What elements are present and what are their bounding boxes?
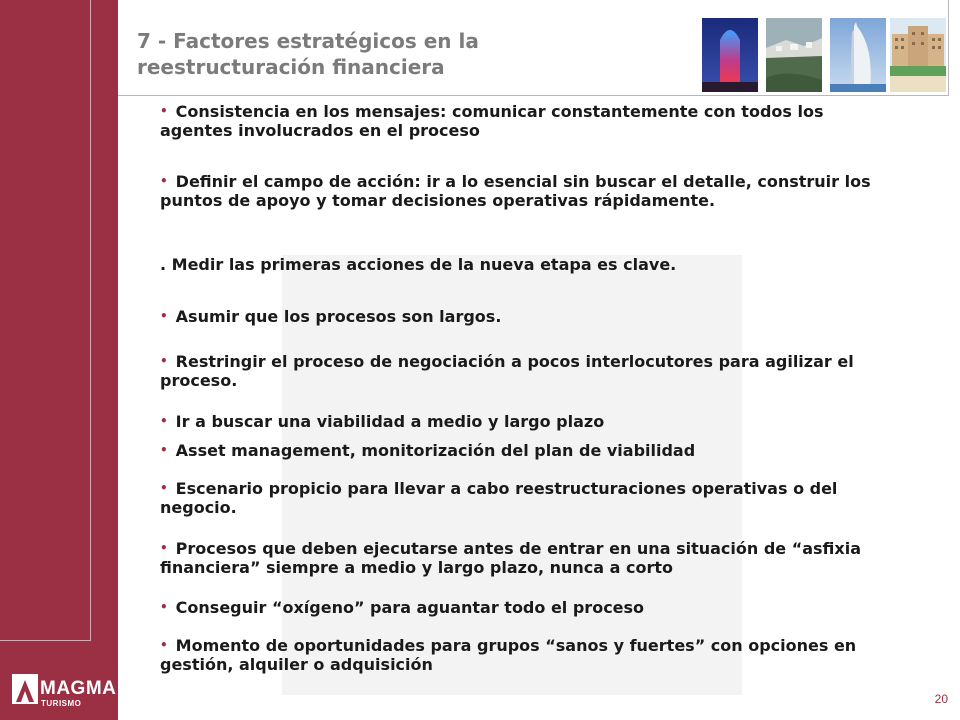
bullet-marker: •: [160, 481, 168, 495]
slide-title-line-1: 7 - Factores estratégicos en la: [137, 29, 479, 53]
sidebar-divider-vertical: [90, 0, 91, 640]
header-divider: [118, 95, 948, 96]
item-text: . Medir las primeras acciones de la nueva etapa es clave.: [160, 255, 677, 274]
logo-brand-text: MAGMA: [40, 678, 117, 699]
slide-title-line-2: reestructuración financiera: [137, 55, 445, 79]
list-item: [160, 102, 900, 140]
magma-logo-mark: [12, 674, 38, 708]
list-item: [160, 255, 900, 274]
list-item: [160, 539, 900, 577]
header-right-divider: [948, 0, 949, 96]
list-item: [160, 598, 900, 617]
list-item: [160, 636, 900, 674]
sidebar-divider-horizontal: [0, 640, 91, 641]
item-text: Momento de oportunidades para grupos “sanos y fuertes” con opciones en gestión, alquiler o adquisición: [160, 636, 857, 674]
bullet-marker: •: [160, 309, 168, 323]
item-text: Asumir que los procesos son largos.: [175, 307, 502, 326]
list-item: [160, 479, 900, 517]
bullet-marker: •: [160, 600, 168, 614]
logo-subtitle-text: TURISMO: [41, 699, 82, 708]
bullet-marker: •: [160, 414, 168, 428]
list-item: [160, 172, 900, 210]
torre-agbar-photo: [702, 18, 758, 92]
item-text: Restringir el proceso de negociación a pocos interlocutores para agilizar el proceso.: [160, 352, 854, 390]
bullet-marker: •: [160, 104, 168, 118]
bullet-marker: •: [160, 174, 168, 188]
list-item: [160, 412, 900, 431]
bullet-marker: •: [160, 638, 168, 652]
burj-al-arab-photo: [830, 18, 886, 92]
bullet-marker: •: [160, 541, 168, 555]
left-sidebar-band: [0, 0, 118, 720]
beach-hotel-photo: [890, 18, 946, 92]
bullet-marker: •: [160, 443, 168, 457]
item-text: Asset management, monitorización del plan de viabilidad: [175, 441, 696, 460]
list-item: [160, 307, 900, 326]
page-number: 20: [934, 692, 948, 706]
item-text: Conseguir “oxígeno” para aguantar todo el proceso: [175, 598, 645, 617]
item-text: Consistencia en los mensajes: comunicar constantemente con todos los agentes involucrados en el proceso: [160, 102, 824, 140]
item-text: Ir a buscar una viabilidad a medio y largo plazo: [175, 412, 605, 431]
coastal-village-photo: [766, 18, 822, 92]
slide-title: [137, 28, 657, 80]
item-text: Escenario propicio para llevar a cabo reestructuraciones operativas o del negocio.: [160, 479, 838, 517]
list-item: [160, 352, 900, 390]
item-text: Procesos que deben ejecutarse antes de entrar en una situación de “asfixia financiera” siempre a medio y largo plazo, nunca a corto: [160, 539, 861, 577]
item-text: Definir el campo de acción: ir a lo esencial sin buscar el detalle, construir los puntos de apoyo y tomar decisiones operativas rápidamente.: [160, 172, 871, 210]
bullet-marker: •: [160, 354, 168, 368]
list-item: [160, 441, 900, 460]
